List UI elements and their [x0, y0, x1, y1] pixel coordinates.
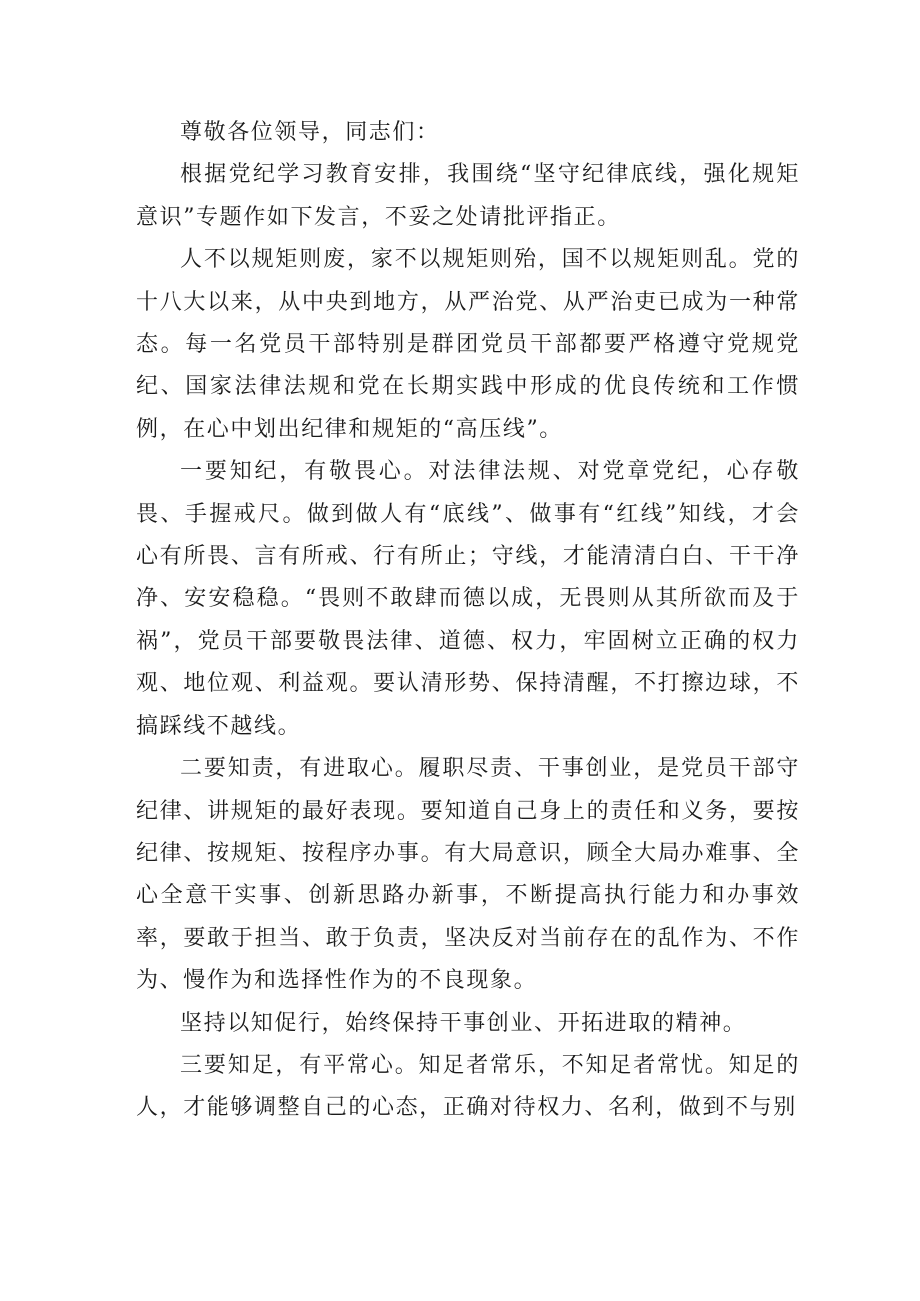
body-paragraph: 人不以规矩则废，家不以规矩则殆，国不以规矩则乱。党的十八大以来，从中央到地方，从严治党、从严治吏已成为一种常态。每一名党员干部特别是群团党员干部都要严格遵守党规党纪、国家法律法规和党在长期实践中形成的优良传统和工作惯例，在心中划出纪律和规矩的“高压线”。	[136, 247, 800, 442]
point-two-paragraph: 二要知责，有进取心。履职尽责、干事创业，是党员干部守纪律、讲规矩的最好表现。要知道自己身上的责任和义务，要按纪律、按规矩、按程序办事。有大局意识，顾全大局办难事、全心全意干实事、创新思路办新事，不断提高执行能力和办事效率，要敢于担当、敢于负责，坚决反对当前存在的乱作为、不作为、慢作为和选择性作为的不良现象。	[136, 756, 800, 994]
body-paragraph: 坚持以知促行，始终保持干事创业、开拓进取的精神。	[180, 1010, 747, 1036]
point-three-paragraph: 三要知足，有平常心。知足者常乐，不知足者常忧。知足的人，才能够调整自己的心态，正确对待权力、名利，做到不与别	[136, 1052, 800, 1121]
point-one-paragraph: 一要知纪，有敬畏心。对法律法规、对党章党纪，心存敬畏、手握戒尺。做到做人有“底线”、做事有“红线”知线，才会心有所畏、言有所戒、行有所止；守线，才能清清白白、干干净净、安安稳稳。“畏则不敢肆而德以成，无畏则从其所欲而及于祸”，党员干部要敬畏法律、道德、权力，牢固树立正确的权力观、地位观、利益观。要认清形势、保持清醒，不打擦边球，不搞踩线不越线。	[136, 459, 800, 739]
speech-body	[136, 112, 800, 1130]
intro-paragraph: 根据党纪学习教育安排，我围绕“坚守纪律底线，强化规矩意识”专题作如下发言，不妥之处请批评指正。	[136, 162, 800, 230]
salutation: 尊敬各位领导，同志们：	[180, 120, 440, 145]
